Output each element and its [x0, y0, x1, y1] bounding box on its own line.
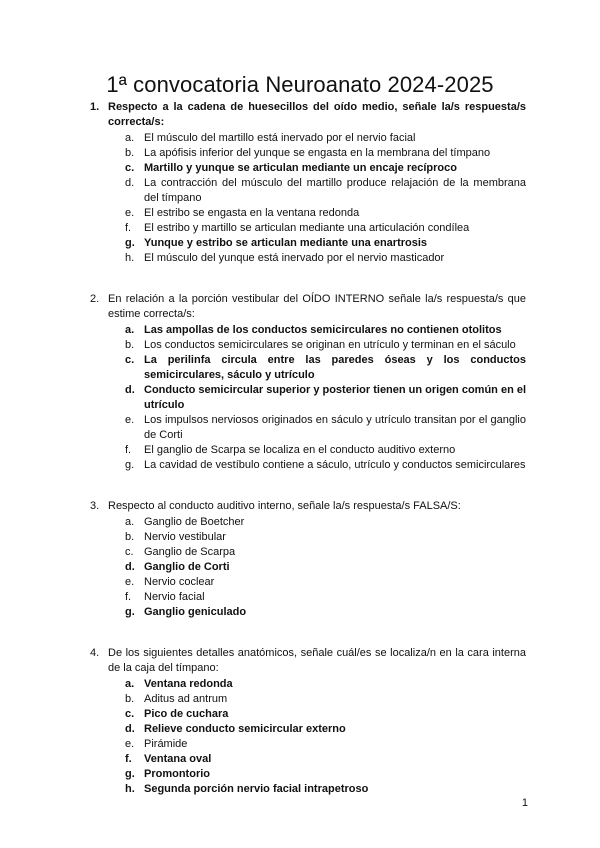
answer-option [125, 590, 526, 605]
option-letter: d. [125, 561, 135, 573]
option-letter: f. [125, 222, 132, 234]
option-letter: a. [125, 678, 135, 690]
question-stem [90, 100, 526, 130]
option-letter: c. [125, 354, 135, 366]
answer-option [125, 176, 526, 206]
answer-option [125, 221, 526, 236]
answer-option [125, 677, 526, 692]
answer-option [125, 692, 526, 707]
option-letter: c. [125, 708, 135, 720]
question-text: Respecto al conducto auditivo interno, señale la/s respuesta/s FALSA/S: [108, 500, 461, 512]
option-text: El ganglio de Scarpa se localiza en el conducto auditivo externo [144, 444, 456, 456]
question-3 [90, 499, 526, 620]
option-text: Las ampollas de los conductos semicirculares no contienen otolitos [144, 324, 502, 336]
option-text: La contracción del músculo del martillo produce relajación de la membrana del tímpano [144, 177, 526, 204]
answer-option [125, 752, 526, 767]
answer-option [125, 767, 526, 782]
page-title: 1ª convocatoria Neuroanato 2024-2025 [106, 72, 494, 97]
answer-option [125, 458, 526, 473]
question-text: Respecto a la cadena de huesecillos del oído medio, señale la/s respuesta/s correcta/s: [108, 101, 526, 128]
option-letter: d. [125, 177, 135, 189]
answer-option [125, 443, 526, 458]
question-number: 1. [90, 101, 100, 113]
option-text: Nervio facial [144, 591, 205, 603]
option-letter: f. [125, 591, 132, 603]
option-text: Pico de cuchara [144, 708, 229, 720]
option-text: Relieve conducto semicircular externo [144, 723, 346, 735]
option-text: Conducto semicircular superior y posterior tienen un origen común en el utrículo [144, 384, 527, 411]
question-text: En relación a la porción vestibular del OÍDO INTERNO señale la/s respuesta/s que estime correcta/s: [108, 293, 526, 320]
option-letter: c. [125, 162, 135, 174]
option-text: Ganglio geniculado [144, 606, 247, 618]
option-text: Los impulsos nerviosos originados en sáculo y utrículo transitan por el ganglio de Corti [144, 414, 526, 441]
option-text: La cavidad de vestíbulo contiene a sáculo, utrículo y conductos semicirculares [144, 459, 526, 471]
answer-option [125, 338, 526, 353]
answer-option [125, 530, 526, 545]
option-letter: a. [125, 324, 135, 336]
question-4 [90, 646, 526, 797]
option-letter: c. [125, 546, 134, 558]
option-text: Aditus ad antrum [144, 693, 228, 705]
option-text: El músculo del martillo está inervado por el nervio facial [144, 132, 416, 144]
answer-option [125, 545, 526, 560]
answer-option [125, 605, 526, 620]
option-text: Ganglio de Scarpa [144, 546, 236, 558]
answer-options [125, 323, 526, 473]
question-stem [90, 499, 526, 514]
option-letter: e. [125, 738, 135, 750]
option-text: Segunda porción nervio facial intrapetroso [144, 783, 369, 795]
question-1 [90, 100, 526, 266]
question-list [90, 100, 526, 823]
option-letter: a. [125, 516, 135, 528]
page-number: 1 [521, 797, 528, 809]
option-letter: h. [125, 783, 135, 795]
answer-option [125, 515, 526, 530]
answer-option [125, 782, 526, 797]
option-letter: g. [125, 459, 135, 471]
answer-option [125, 251, 526, 266]
option-text: Nervio coclear [144, 576, 215, 588]
option-letter: g. [125, 768, 135, 780]
option-letter: d. [125, 723, 135, 735]
answer-option [125, 737, 526, 752]
answer-option [125, 161, 526, 176]
option-text: La apófisis inferior del yunque se engasta en la membrana del tímpano [144, 147, 491, 159]
option-text: El estribo se engasta en la ventana redonda [144, 207, 360, 219]
option-letter: b. [125, 693, 135, 705]
answer-options [125, 677, 526, 797]
answer-option [125, 236, 526, 251]
option-text: Ventana redonda [144, 678, 233, 690]
question-stem [90, 646, 526, 676]
option-letter: b. [125, 339, 135, 351]
option-text: Yunque y estribo se articulan mediante una enartrosis [144, 237, 428, 249]
question-number: 3. [90, 500, 100, 512]
option-letter: b. [125, 531, 135, 543]
answer-option [125, 131, 526, 146]
option-letter: h. [125, 252, 135, 264]
answer-option [125, 707, 526, 722]
answer-option [125, 413, 526, 443]
option-letter: f. [125, 753, 132, 765]
option-text: Ganglio de Corti [144, 561, 230, 573]
answer-option [125, 353, 526, 383]
option-text: Pirámide [144, 738, 188, 750]
option-letter: g. [125, 606, 135, 618]
answer-option [125, 560, 526, 575]
answer-options [125, 131, 526, 266]
answer-option [125, 323, 526, 338]
answer-options [125, 515, 526, 620]
option-text: Los conductos semicirculares se originan en utrículo y terminan en el sáculo [144, 339, 516, 351]
option-letter: e. [125, 414, 135, 426]
option-letter: a. [125, 132, 135, 144]
question-number: 2. [90, 293, 100, 305]
option-text: Ganglio de Boetcher [144, 516, 245, 528]
answer-option [125, 575, 526, 590]
option-letter: d. [125, 384, 135, 396]
option-letter: e. [125, 207, 135, 219]
option-letter: g. [125, 237, 135, 249]
option-letter: b. [125, 147, 135, 159]
option-text: Ventana oval [144, 753, 212, 765]
answer-option [125, 383, 526, 413]
option-text: El estribo y martillo se articulan mediante una articulación condílea [144, 222, 470, 234]
option-text: La perilinfa circula entre las paredes óseas y los conductos semicirculares, sáculo y utrículo [144, 354, 526, 381]
answer-option [125, 206, 526, 221]
question-stem [90, 292, 526, 322]
answer-option [125, 146, 526, 161]
option-text: El músculo del yunque está inervado por el nervio masticador [144, 252, 445, 264]
question-2 [90, 292, 526, 473]
option-text: Promontorio [144, 768, 210, 780]
option-text: Martillo y yunque se articulan mediante un encaje recíproco [144, 162, 457, 174]
option-letter: f. [125, 444, 132, 456]
option-text: Nervio vestibular [144, 531, 226, 543]
option-letter: e. [125, 576, 135, 588]
question-text: De los siguientes detalles anatómicos, señale cuál/es se localiza/n en la cara interna de la caja del tímpano: [108, 647, 526, 674]
question-number: 4. [90, 647, 100, 659]
answer-option [125, 722, 526, 737]
